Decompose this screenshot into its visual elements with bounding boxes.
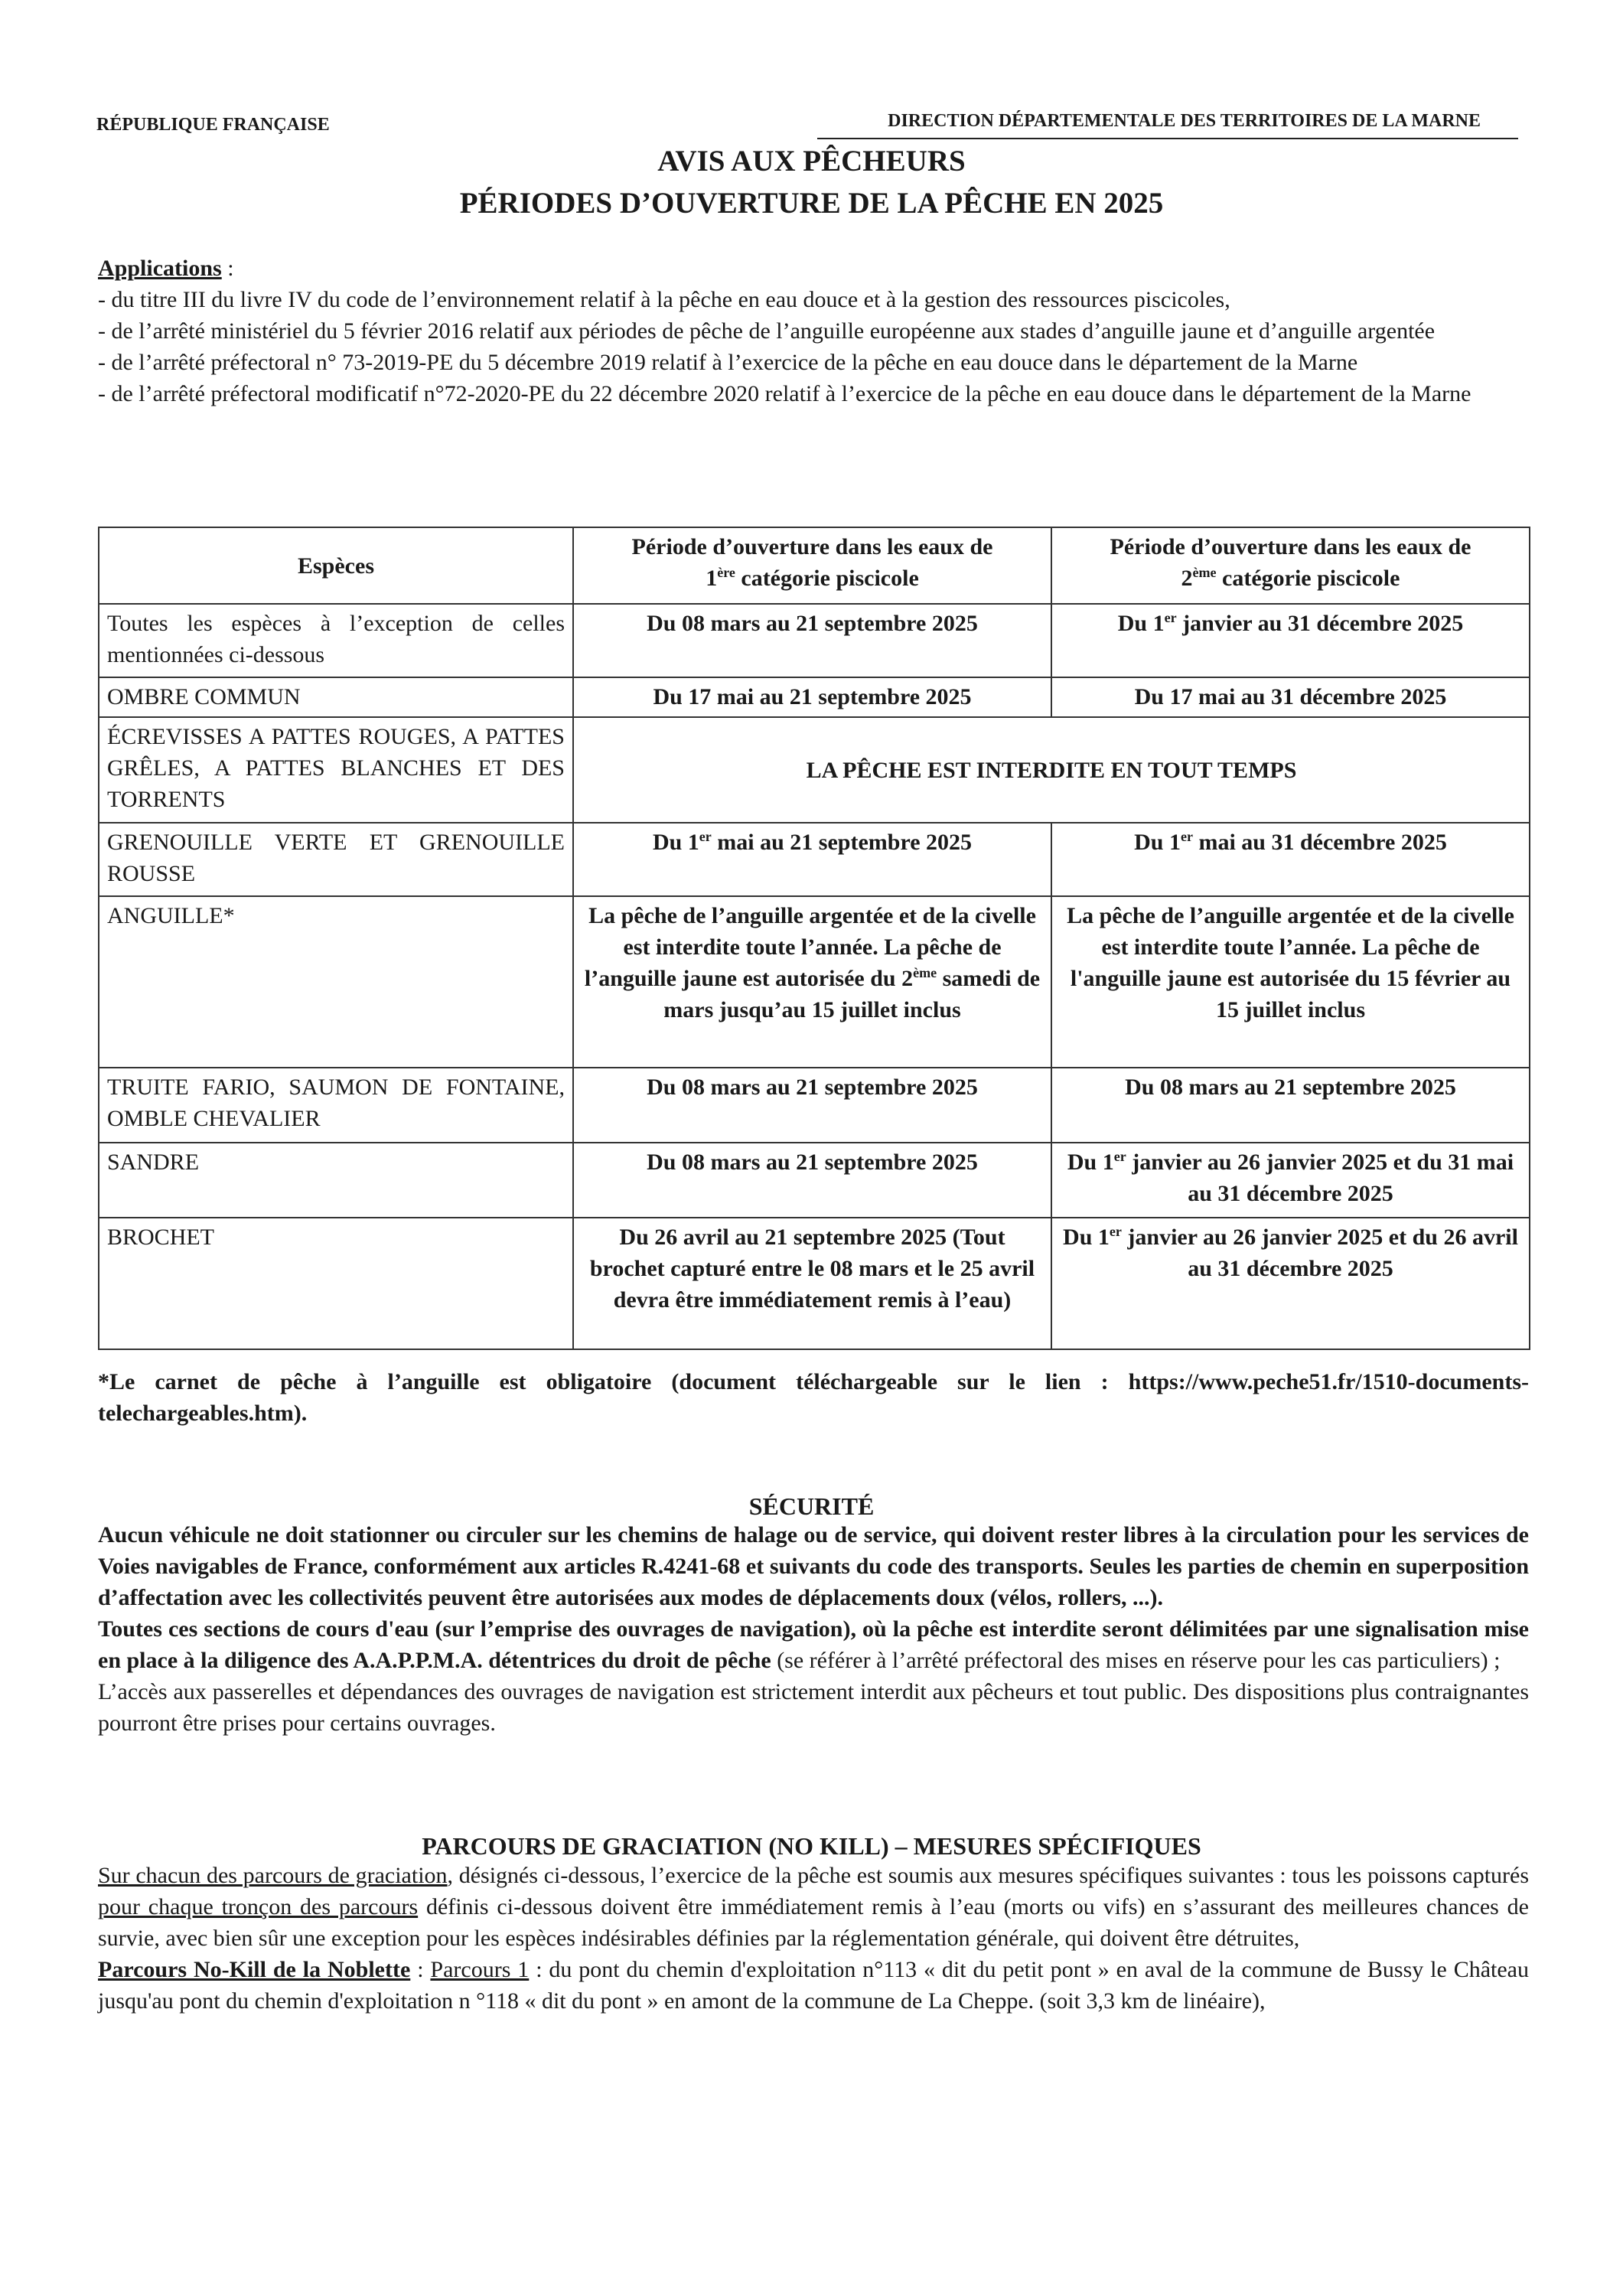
graciation-text: , désignés ci-dessous, l’exercice de la pêche est soumis aux mesures spécifiques suivantes : tous les poissons capturés bbox=[447, 1863, 1530, 1888]
graciation-text: définis ci-dessous doivent être immédiatement remis à l’eau (morts ou vifs) en s’assurant des meilleures chances de survie, avec bien sûr une exception pour les espèces indésirables définies par la réglementation générale, qui doivent être détruites, bbox=[98, 1894, 1529, 1951]
applications-line: - du titre III du livre IV du code de l’environnement relatif à la pêche en eau douce et à la gestion des ressources piscicoles, bbox=[98, 287, 1230, 312]
eel-logbook-note: *Le carnet de pêche à l’anguille est obligatoire (document téléchargeable sur le lien : https://www.peche51.fr/1510-documents-telechargeables.htm). bbox=[98, 1369, 1529, 1426]
cat1-cell: Du 08 mars au 21 septembre 2025 bbox=[573, 1068, 1051, 1143]
cat2-cell: Du 17 mai au 31 décembre 2025 bbox=[1051, 677, 1530, 717]
cat1-sup: er bbox=[699, 829, 712, 844]
cat1-sup: ème bbox=[913, 965, 937, 980]
header-cat1 bbox=[573, 527, 1051, 604]
header-cat2-text: Période d’ouverture dans les eaux de bbox=[1110, 534, 1471, 559]
header-cat1-text: Période d’ouverture dans les eaux de bbox=[631, 534, 993, 559]
header-cat1-suffix: catégorie piscicole bbox=[735, 566, 919, 591]
cat2-text: Du 1 bbox=[1063, 1225, 1110, 1250]
species-cell: ÉCREVISSES A PATTES ROUGES, A PATTES GRÊLES, A PATTES BLANCHES ET DES TORRENTS bbox=[99, 717, 573, 823]
applications-line: - de l’arrêté préfectoral modificatif n°72-2020-PE du 22 décembre 2020 relatif à l’exercice de la pêche en eau douce dans le département de la Marne bbox=[98, 381, 1471, 406]
table-row bbox=[99, 604, 1530, 677]
species-cell: SANDRE bbox=[99, 1143, 573, 1218]
cat2-cell bbox=[1051, 1218, 1530, 1349]
header-direction: DIRECTION DÉPARTEMENTALE DES TERRITOIRES DE LA MARNE bbox=[888, 111, 1481, 131]
cat1-text: Du 1 bbox=[652, 830, 699, 855]
cat2-cell bbox=[1051, 604, 1530, 677]
header-cat2 bbox=[1051, 527, 1530, 604]
cat2-sup: er bbox=[1109, 1224, 1122, 1239]
applications-line: - de l’arrêté préfectoral n° 73-2019-PE du 5 décembre 2019 relatif à l’exercice de la pêche en eau douce dans le département de la Marne bbox=[98, 350, 1358, 375]
parcours-1-label: Parcours 1 bbox=[430, 1957, 530, 1982]
graciation-paragraph bbox=[98, 1860, 1529, 1954]
header-cat1-sup: ère bbox=[717, 565, 735, 580]
page-title: AVIS AUX PÊCHEURS bbox=[657, 145, 966, 178]
table-row bbox=[99, 677, 1530, 717]
fishing-periods-table bbox=[98, 527, 1530, 1350]
header-cat2-suffix: catégorie piscicole bbox=[1216, 566, 1400, 591]
applications-section bbox=[98, 253, 1537, 409]
cat2-sup: er bbox=[1113, 1149, 1126, 1164]
species-cell: GRENOUILLE VERTE ET GRENOUILLE ROUSSE bbox=[99, 823, 573, 896]
table-row bbox=[99, 1068, 1530, 1143]
cat2-cell bbox=[1051, 823, 1530, 896]
cat2-text: Du 1 bbox=[1117, 611, 1165, 636]
header-republique: RÉPUBLIQUE FRANÇAISE bbox=[96, 115, 330, 135]
cat1-cell: Du 17 mai au 21 septembre 2025 bbox=[573, 677, 1051, 717]
header-species: Espèces bbox=[99, 527, 573, 604]
securite-regular-text: (se référer à l’arrêté préfectoral des mises en réserve pour les cas particuliers) ; bbox=[771, 1648, 1501, 1673]
species-cell: OMBRE COMMUN bbox=[99, 677, 573, 717]
graciation-underlined: pour chaque tronçon des parcours bbox=[98, 1894, 419, 1919]
header-divider bbox=[817, 138, 1518, 139]
noblette-heading: Parcours No-Kill de la Noblette bbox=[98, 1957, 411, 1982]
cat2-sup: er bbox=[1180, 829, 1193, 844]
graciation-section bbox=[98, 1860, 1529, 2017]
graciation-paragraph bbox=[98, 1954, 1529, 2017]
cat2-text: Du 1 bbox=[1134, 830, 1181, 855]
cat1-text: La pêche de l’anguille argentée et de la civelle est interdite toute l’année. La pêche de l’anguille jaune est autorisée du 2 bbox=[584, 903, 1036, 991]
cat2-text: Du 1 bbox=[1067, 1150, 1114, 1175]
cat2-text-rest: janvier au 26 janvier 2025 et du 26 avril au 31 décembre 2025 bbox=[1121, 1225, 1518, 1281]
header-cat1-num: 1 bbox=[706, 566, 718, 591]
securite-paragraph bbox=[98, 1613, 1529, 1676]
table-row bbox=[99, 717, 1530, 823]
cat2-text-rest: janvier au 31 décembre 2025 bbox=[1176, 611, 1464, 636]
parcours-1-text: : du pont du chemin d'exploitation n°113 « dit du petit pont » en aval de la commune de Bussy le Château jusqu'au pont du chemin d'exploitation n °118 « dit du pont » en amont de la commune de La Cheppe. (soit 3,3 km de linéaire), bbox=[98, 1957, 1529, 2014]
table-row bbox=[99, 1218, 1530, 1349]
cat2-cell: Du 08 mars au 21 septembre 2025 bbox=[1051, 1068, 1530, 1143]
cat2-cell bbox=[1051, 1143, 1530, 1218]
securite-title: SÉCURITÉ bbox=[748, 1492, 875, 1520]
prohibited-cell: LA PÊCHE EST INTERDITE EN TOUT TEMPS bbox=[573, 717, 1530, 823]
species-cell: BROCHET bbox=[99, 1218, 573, 1349]
securite-section bbox=[98, 1519, 1529, 1739]
securite-paragraph: Aucun véhicule ne doit stationner ou circuler sur les chemins de halage ou de service, qui doivent rester libres à la circulation pour les services de Voies navigables de France, conformément aux articles R.4241-68 et suivants du code des transports. Seules les parties de chemin en superposition d’affectation avec les collectivités peuvent être autorisées aux modes de déplacements doux (vélos, rollers, ...). bbox=[98, 1522, 1529, 1610]
table-row bbox=[99, 823, 1530, 896]
graciation-title: PARCOURS DE GRACIATION (NO KILL) – MESURES SPÉCIFIQUES bbox=[422, 1832, 1201, 1860]
applications-heading-colon: : bbox=[221, 256, 234, 281]
page-subtitle: PÉRIODES D’OUVERTURE DE LA PÊCHE EN 2025 bbox=[459, 187, 1164, 220]
cat1-cell: Du 08 mars au 21 septembre 2025 bbox=[573, 604, 1051, 677]
cat2-cell: La pêche de l’anguille argentée et de la civelle est interdite toute l’année. La pêche de l'anguille jaune est autorisée du 15 février au 15 juillet inclus bbox=[1051, 896, 1530, 1068]
table-row bbox=[99, 1143, 1530, 1218]
species-cell: Toutes les espèces à l’exception de celles mentionnées ci-dessous bbox=[99, 604, 573, 677]
cat1-text-rest: samedi de mars jusqu’au 15 juillet inclus bbox=[663, 966, 1041, 1022]
graciation-underlined: Sur chacun des parcours de graciation bbox=[98, 1863, 448, 1888]
table-row bbox=[99, 896, 1530, 1068]
cat1-cell: Du 26 avril au 21 septembre 2025 (Tout brochet capturé entre le 08 mars et le 25 avril devra être immédiatement remis à l’eau) bbox=[573, 1218, 1051, 1349]
applications-heading: Applications bbox=[98, 256, 222, 281]
securite-bold-text: Toutes ces sections de cours d'eau (sur l’emprise des ouvrages de navigation), où la pêche est interdite seront délimitées par une signalisation mise en place à la diligence des A.A.P.P.M.A. détentrices du droit de pêche bbox=[98, 1616, 1529, 1673]
cat1-cell bbox=[573, 896, 1051, 1068]
cat1-cell bbox=[573, 823, 1051, 896]
table-header-row bbox=[99, 527, 1530, 604]
applications-line: - de l’arrêté ministériel du 5 février 2016 relatif aux périodes de pêche de l’anguille européenne aux stades d’anguille jaune et d’anguille argentée bbox=[98, 318, 1436, 344]
cat2-text-rest: janvier au 26 janvier 2025 et du 31 mai au 31 décembre 2025 bbox=[1126, 1150, 1514, 1206]
cat2-sup: er bbox=[1164, 610, 1177, 625]
header-cat2-num: 2 bbox=[1181, 566, 1193, 591]
cat1-text-rest: mai au 21 septembre 2025 bbox=[711, 830, 973, 855]
noblette-separator: : bbox=[410, 1957, 431, 1982]
cat1-cell: Du 08 mars au 21 septembre 2025 bbox=[573, 1143, 1051, 1218]
securite-paragraph: L’accès aux passerelles et dépendances des ouvrages de navigation est strictement interdit aux pêcheurs et tout public. Des dispositions plus contraignantes pourront être prises pour certains ouvrages. bbox=[98, 1679, 1529, 1736]
cat2-text-rest: mai au 31 décembre 2025 bbox=[1192, 830, 1447, 855]
species-cell: TRUITE FARIO, SAUMON DE FONTAINE, OMBLE CHEVALIER bbox=[99, 1068, 573, 1143]
header-cat2-sup: ème bbox=[1192, 565, 1217, 580]
species-cell: ANGUILLE* bbox=[99, 896, 573, 1068]
